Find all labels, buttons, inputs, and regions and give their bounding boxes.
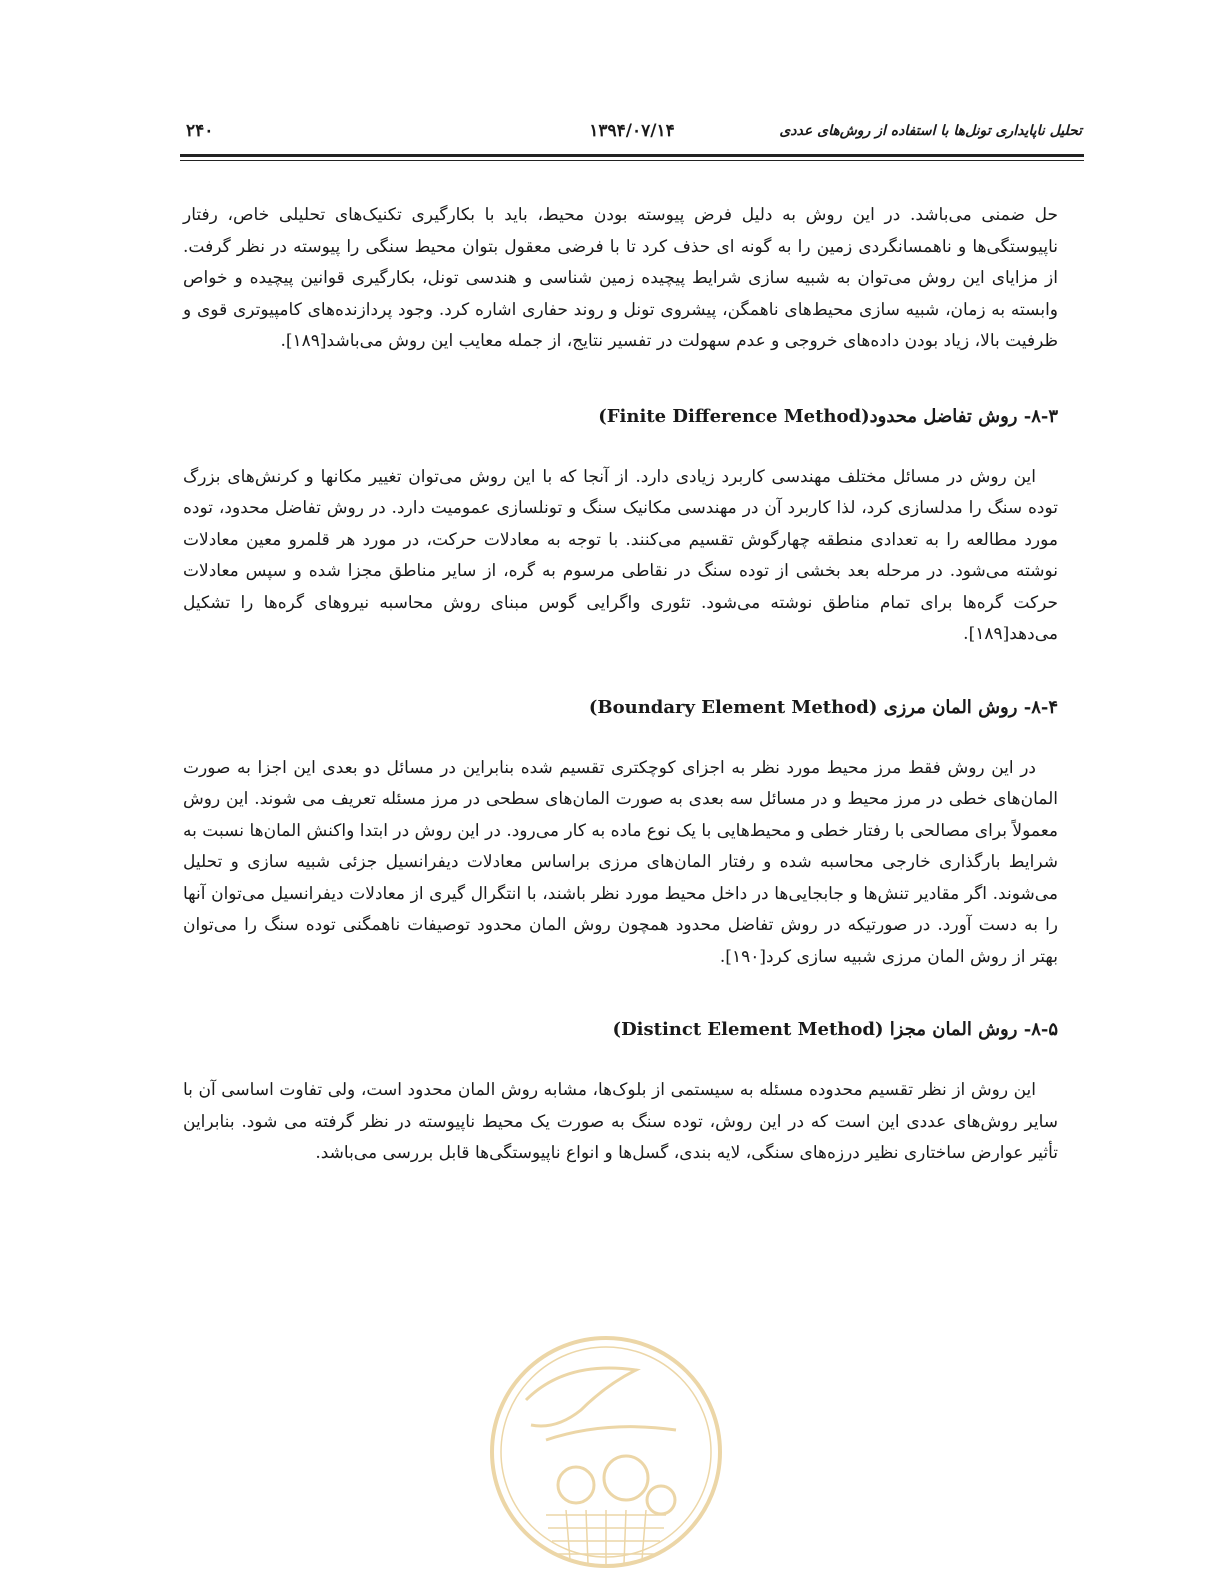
paragraph-finite-difference: این روش در مسائل مختلف مهندسی کاربرد زیادی دارد. از آنجا که با این روش می‌توان تغییر مکانها و کرنش‌های بزرگ توده سنگ را مدلسازی کرد، لذا کاربرد آن در مهندسی مکانیک سنگ و تونلسازی عمومیت دارد. در روش تفاضل محدود، توده مورد مطالعه را به تعدادی منطقه چهارگوش تقسیم می‌کنند. با توجه به معادلات حرکت، در مورد هر قلمرو معین معادلات نوشته می‌شود. در مرحله بعد بخشی از توده سنگ در نقاطی مرسوم به گره، از سایر مناطق مجزا شده و سپس معادلات حرکت گره‌ها برای تمام مناطق نوشته می‌شود. تئوری واگرایی گوس مبنای روش محاسبه نیروهای گره‌ها را تشکیل می‌دهد[۱۸۹].: [183, 466, 1058, 644]
running-title: تحلیل ناپایداری تونل‌ها با استفاده از روش‌های عددی: [779, 123, 1082, 139]
page-body: [183, 200, 1058, 1170]
header-rule-thin: [180, 160, 1084, 161]
section-heading-finite-difference: ۸-۳- روش تفاضل محدود(Finite Difference Method): [598, 405, 1058, 427]
header-date: ۱۳۹۴/۰۷/۱۴: [589, 121, 675, 141]
page-number: ۲۴۰: [186, 121, 214, 141]
section-heading-distinct-element: ۸-۵- روش المان مجزا (Distinct Element Method): [612, 1019, 1058, 1040]
paragraph-boundary-element: در این روش فقط مرز محیط مورد نظر به اجزای کوچکتری تقسیم شده بنابراین در مسائل دو بعدی این اجزا به صورت المان‌های خطی در مرز محیط و در مسائل سه بعدی به صورت المان‌های سطحی در مرز مسئله تعریف می شوند. این روش معمولاً برای مصالحی با رفتار خطی و محیط‌هایی با یک نوع ماده به کار می‌رود. در این روش در ابتدا واکنش المان‌ها نسبت به شرایط بارگذاری خارجی محاسبه شده و رفتار المان‌های مرزی براساس معادلات دیفرانسیل جزئی شبیه سازی و تحلیل می‌شوند. اگر مقادیر تنش‌ها و جابجایی‌ها در داخل محیط مورد نظر باشند، با انتگرال گیری از معادلات دیفرانسیل می‌توان آنها را به دست آورد. در صورتیکه در روش تفاضل محدود همچون روش المان محدود توصیفات ناهمگنی توده سنگ را می‌توان بهتر از روش المان مرزی شبیه سازی کرد[۱۹۰].: [183, 757, 1058, 967]
paragraph-continued: حل ضمنی می‌باشد. در این روش به دلیل فرض پیوسته بودن محیط، باید با بکارگیری تکنیک‌های تحلیلی خاص، رفتار ناپیوستگی‌ها و ناهمسانگردی زمین را به گونه ای حذف کرد تا با فرضی معقول بتوان محیط سنگی را پیوسته در نظر گرفت. از مزایای این روش می‌توان به شبیه سازی شرایط پیچیده زمین شناسی و هندسی تونل، بکارگیری قوانین پیچیده و خواص وابسته به زمان، شبیه سازی محیط‌های ناهمگن، پیشروی تونل و روند حفاری اشاره کرد. وجود پردازنده‌های کامپیوتری قوی و ظرفیت بالا، زیاد بودن داده‌های خروجی و عدم سهولت در تفسیر نتایج، از جمله معایب این روش می‌باشد[۱۸۹].: [183, 205, 1059, 351]
watermark-seal: [486, 1330, 726, 1584]
header-rule-thick: [180, 154, 1084, 157]
page-header: [180, 118, 1084, 160]
section-heading-boundary-element: ۸-۴- روش المان مرزی (Boundary Element Method): [588, 696, 1058, 718]
seal-emblem-icon: [486, 1330, 726, 1584]
paragraph-distinct-element: این روش از نظر تقسیم محدوده مسئله به سیستمی از بلوک‌ها، مشابه روش المان محدود است، ولی تفاوت اساسی آن با سایر روش‌های عددی این است که در این روش، توده سنگ به صورت یک محیط ناپیوسته در نظر گرفته می شود. بنابراین تأثیر عوارض ساختاری نظیر درزه‌های سنگی، لایه بندی، گسل‌ها و انواع ناپیوستگی‌ها قابل بررسی می‌باشد.: [183, 1080, 1058, 1163]
